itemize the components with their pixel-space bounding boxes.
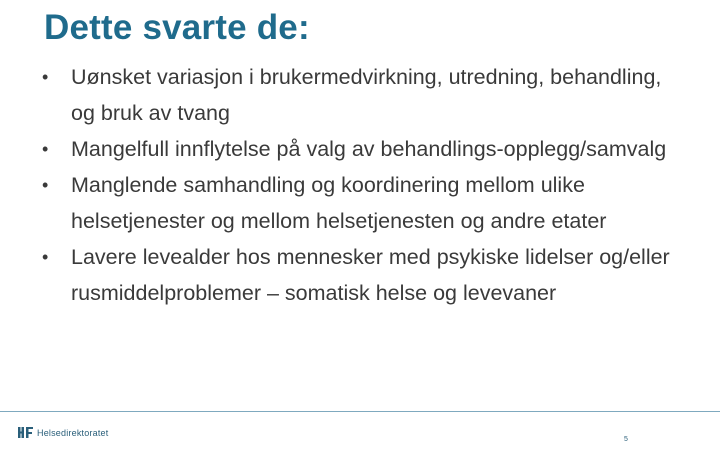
bullet-dot: • [42, 67, 49, 87]
helsedirektoratet-logo-icon [18, 426, 33, 439]
bullet-dot: • [42, 175, 49, 195]
slide-title: Dette svarte de: [44, 8, 310, 47]
bullet-text: Manglende samhandling og koordinering mellom ulike helsetjenester og mellom helsetjenesten og andre etater [71, 173, 607, 233]
bullet-dot: • [42, 139, 49, 159]
bullet-list [42, 59, 682, 311]
bullet-item [42, 59, 682, 131]
bullet-item [42, 239, 682, 311]
bullet-dot: • [42, 247, 49, 267]
bullet-item [42, 131, 682, 167]
page-number: 5 [624, 436, 628, 443]
bullet-text: Lavere levealder hos mennesker med psykiske lidelser og/eller rusmiddelproblemer – somatisk helse og levevaner [71, 245, 670, 305]
footer-divider [0, 411, 720, 412]
bullet-item [42, 167, 682, 239]
logo-text: Helsedirektoratet [37, 427, 109, 438]
bullet-text: Uønsket variasjon i brukermedvirkning, utredning, behandling, og bruk av tvang [71, 65, 662, 125]
footer-logo [18, 426, 108, 439]
bullet-text: Mangelfull innflytelse på valg av behandlings-opplegg/samvalg [71, 137, 667, 161]
